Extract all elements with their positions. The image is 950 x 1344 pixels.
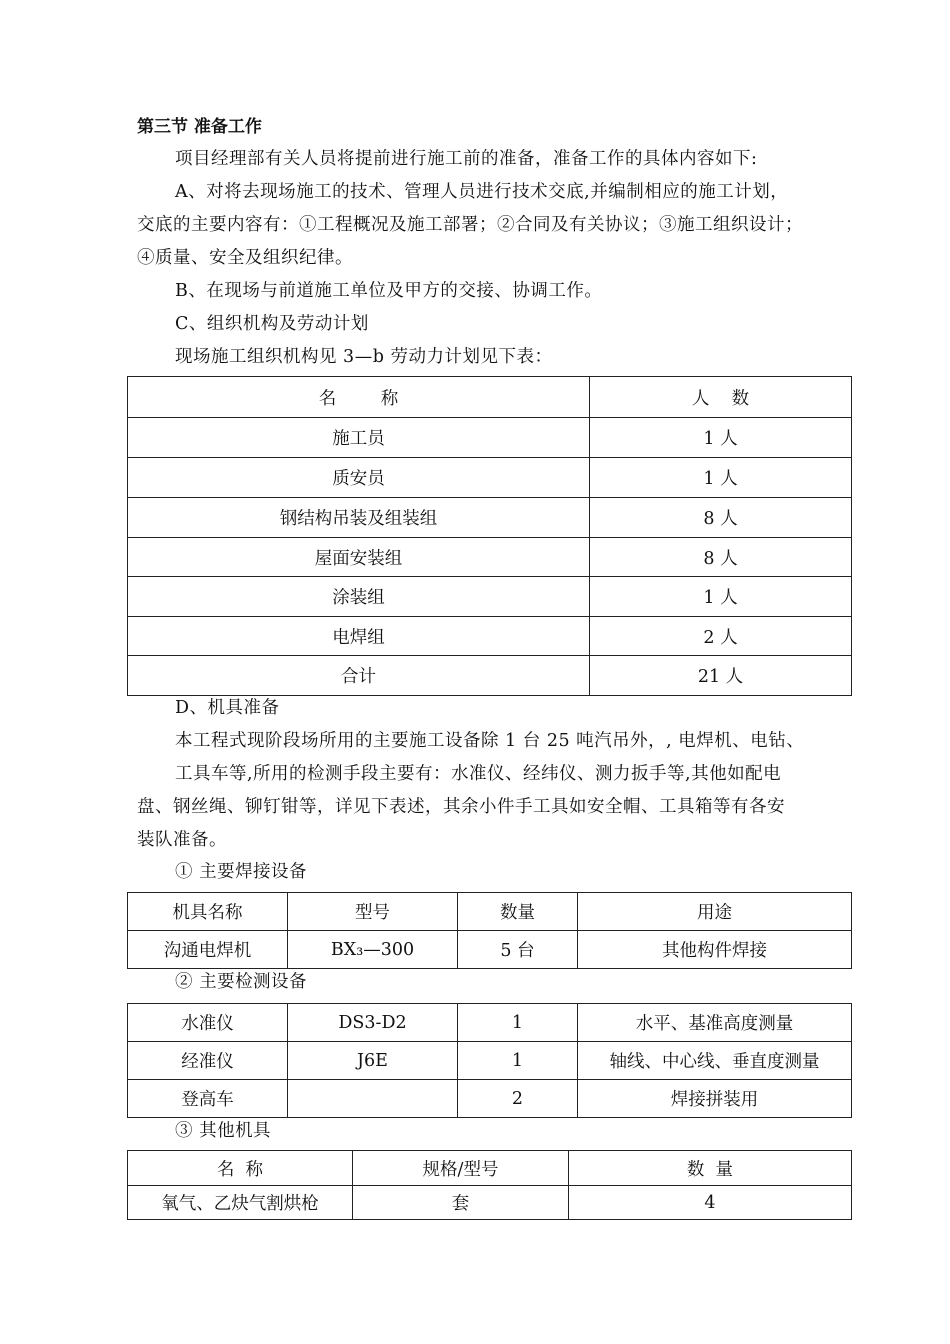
item-d: D、机具准备: [175, 698, 280, 718]
table-row: [128, 1080, 852, 1118]
table-row: [128, 458, 852, 498]
table-cell: 1 人: [590, 458, 852, 498]
item-b: B、在现场与前道施工单位及甲方的交接、协调工作。: [175, 281, 603, 301]
table-cell: 1: [458, 1004, 578, 1042]
header-cell: 用途: [578, 893, 852, 931]
intro-paragraph: 项目经理部有关人员将提前进行施工前的准备，准备工作的具体内容如下:: [175, 149, 758, 169]
inspection-title: ② 主要检测设备: [175, 972, 308, 992]
table-cell: 21 人: [590, 656, 852, 696]
table-cell: 套: [353, 1186, 569, 1220]
header-name: 名 称: [128, 377, 590, 418]
table-row: [128, 1004, 852, 1042]
table-row: [128, 418, 852, 458]
table-row: [128, 931, 852, 969]
header-cell: 数 量: [569, 1151, 852, 1186]
table-cell: 质安员: [128, 458, 590, 498]
other-table: [127, 1150, 852, 1220]
table-cell: 水平、基准高度测量: [578, 1004, 852, 1042]
labor-intro: 现场施工组织机构见 3—b 劳动力计划见下表：: [175, 347, 553, 367]
table-cell: 8 人: [590, 498, 852, 538]
labor-table: [127, 376, 852, 696]
table-row: [128, 498, 852, 538]
inspection-table: [127, 1003, 852, 1118]
item-a-line-3: ④质量、安全及组织纪律。: [137, 248, 353, 268]
item-a-line-2: 交底的主要内容有：①工程概况及施工部署；②合同及有关协议；③施工组织设计；: [137, 215, 803, 235]
header-cell: 名 称: [128, 1151, 353, 1186]
table-cell: 合计: [128, 656, 590, 696]
table-total-row: [128, 656, 852, 696]
table-cell: 2: [458, 1080, 578, 1118]
table-cell: [288, 1080, 458, 1118]
table-cell: 轴线、中心线、垂直度测量: [578, 1042, 852, 1080]
table-cell: 1: [458, 1042, 578, 1080]
item-c: C、组织机构及劳动计划: [175, 314, 369, 334]
table-cell: DS3-D2: [288, 1004, 458, 1042]
table-row: [128, 1186, 852, 1220]
item-a-line-1: A、对将去现场施工的技术、管理人员进行技术交底,并编制相应的施工计划，: [175, 182, 789, 202]
equipment-line-1: 本工程式现阶段场所用的主要施工设备除 1 台 25 吨汽吊外，, 电焊机、电钻、: [175, 731, 805, 751]
table-cell: 氧气、乙炔气割烘枪: [128, 1186, 353, 1220]
table-cell: 登高车: [128, 1080, 288, 1118]
header-cell: 数量: [458, 893, 578, 931]
table-cell: 屋面安装组: [128, 538, 590, 577]
table-cell: 水准仪: [128, 1004, 288, 1042]
table-cell: 8 人: [590, 538, 852, 577]
table-cell: 5 台: [458, 931, 578, 969]
table-cell: 涂装组: [128, 577, 590, 617]
table-row: [128, 1042, 852, 1080]
header-cell: 规格/型号: [353, 1151, 569, 1186]
table-cell: 2 人: [590, 617, 852, 656]
table-cell: 4: [569, 1186, 852, 1220]
other-title: ③ 其他机具: [175, 1121, 272, 1141]
welding-title: ① 主要焊接设备: [175, 862, 308, 882]
table-cell: 电焊组: [128, 617, 590, 656]
table-row: [128, 538, 852, 577]
table-cell: 钢结构吊装及组装组: [128, 498, 590, 538]
equipment-line-2: 工具车等,所用的检测手段主要有：水准仪、经纬仪、测力扳手等,其他如配电: [175, 764, 782, 784]
table-header-row: [128, 893, 852, 931]
header-count: 人 数: [590, 377, 852, 418]
table-header-row: [128, 1151, 852, 1186]
table-cell: J6E: [288, 1042, 458, 1080]
header-cell: 机具名称: [128, 893, 288, 931]
table-cell: 1 人: [590, 418, 852, 458]
header-cell: 型号: [288, 893, 458, 931]
table-cell: BX₃—300: [288, 931, 458, 969]
table-cell: 施工员: [128, 418, 590, 458]
table-cell: 焊接拼装用: [578, 1080, 852, 1118]
table-row: [128, 577, 852, 617]
section-title: 第三节 准备工作: [137, 117, 262, 137]
equipment-line-4: 装队准备。: [137, 830, 227, 850]
table-cell: 其他构件焊接: [578, 931, 852, 969]
table-header-row: [128, 377, 852, 418]
table-cell: 1 人: [590, 577, 852, 617]
welding-table: [127, 892, 852, 969]
equipment-line-3: 盘、钢丝绳、铆钉钳等，详见下表述，其余小件手工具如安全帽、工具箱等有各安: [137, 797, 785, 817]
table-cell: 沟通电焊机: [128, 931, 288, 969]
table-row: [128, 617, 852, 656]
table-cell: 经准仪: [128, 1042, 288, 1080]
